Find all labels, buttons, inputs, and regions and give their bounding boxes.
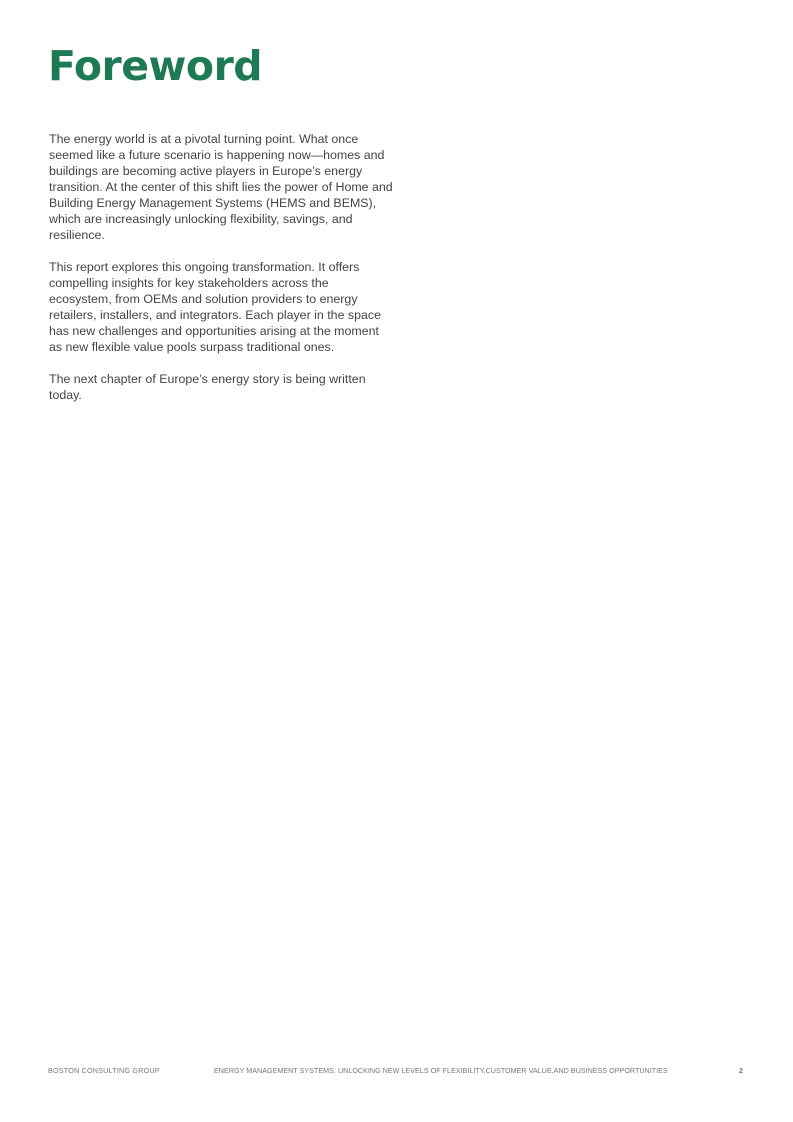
page-number: 2 <box>739 1066 744 1075</box>
footer-document-title: ENERGY MANAGEMENT SYSTEMS: UNLOCKING NEW LEVELS OF FLEXIBILITY,CUSTOMER VALUE,AND BUSINESS OPPORTUNITIES <box>214 1066 668 1075</box>
page-footer <box>0 1066 793 1078</box>
paragraph-2: This report explores this ongoing transformation. It offers compelling insights for key stakeholders across the ecosystem, from OEMs and solution providers to energy retailers, installers, and integrators. Each player in the space has new challenges and opportunities arising at the moment as new flexible value pools surpass traditional ones. <box>49 260 381 354</box>
paragraph-1: The energy world is at a pivotal turning point. What once seemed like a future scenario is happening now—homes and buildings are becoming active players in Europe’s energy transition. At the center of this shift lies the power of Home and Building Energy Management Systems (HEMS and BEMS), which are increasingly unlocking flexibility, savings, and resilience. <box>49 132 393 242</box>
page-title: Foreword <box>48 42 263 90</box>
foreword-body <box>49 131 394 419</box>
footer-organization: BOSTON CONSULTING GROUP <box>48 1066 160 1075</box>
paragraph-3: The next chapter of Europe’s energy story is being written today. <box>49 372 366 402</box>
